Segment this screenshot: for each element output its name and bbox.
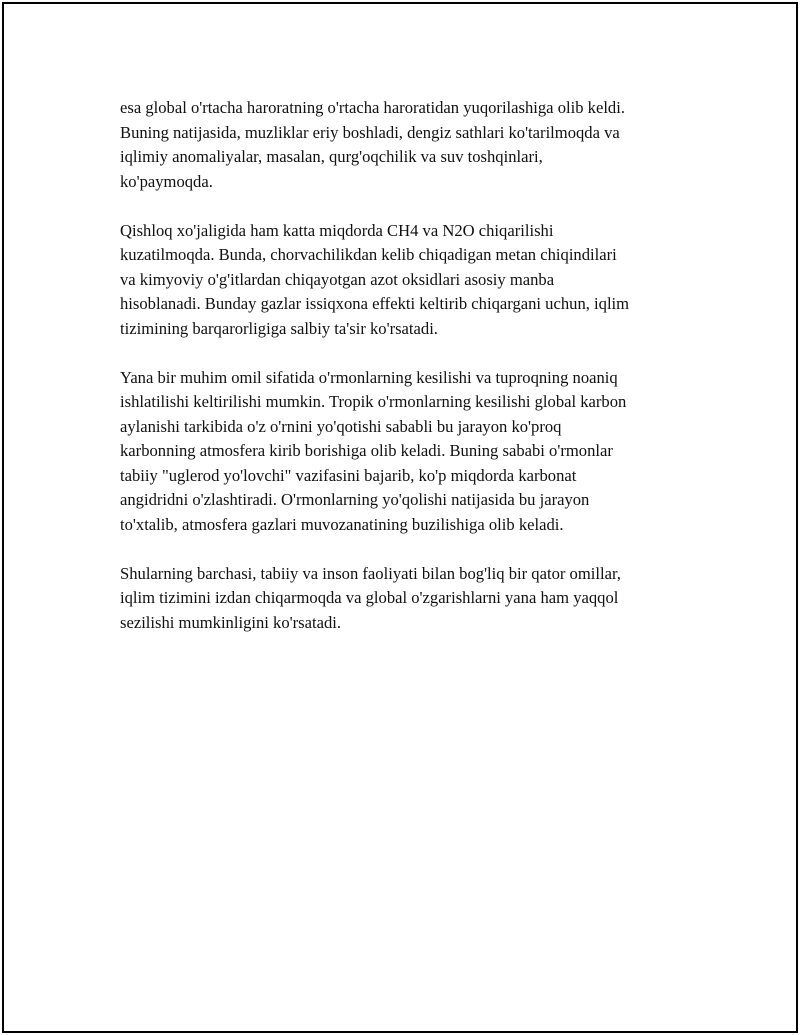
text-line: tabiiy "uglerod yo'lovchi" vazifasini bajarib, ko'p miqdorda karbonat [120, 465, 577, 485]
text-line: iqlim tizimini izdan chiqarmoqda va global o'zgarishlarni yana ham yaqqol [120, 588, 619, 607]
paragraph-2 [120, 219, 700, 342]
text-line: karbonning atmosfera kirib borishiga olib keladi. Buning sababi o'rmonlar [120, 441, 613, 460]
text-line: Buning natijasida, muzliklar eriy boshladi, dengiz sathlari ko'tarilmoqda va [120, 122, 620, 142]
text-line: tizimining barqarorligiga salbiy ta'sir ko'rsatadi. [120, 318, 438, 338]
text-line: va kimyoviy o'g'itlardan chiqayotgan azot oksidlari asosiy manba [120, 269, 555, 289]
text-line: sezilishi mumkinligini ko'rsatadi. [120, 612, 341, 632]
text-line: to'xtalib, atmosfera gazlari muvozanatining buzilishiga olib keladi. [120, 514, 564, 534]
text-line: esa global o'rtacha haroratning o'rtacha haroratidan yuqorilashiga olib keldi. [120, 98, 625, 117]
paragraph-1 [120, 96, 700, 194]
text-line: Yana bir muhim omil sifatida o'rmonlarning kesilishi va tuproqning noaniq [120, 367, 618, 387]
text-line: aylanishi tarkibida o'z o'rnini yo'qotishi sababli bu jarayon ko'proq [120, 416, 562, 436]
paragraph-4 [120, 562, 700, 636]
text-line: Shularning barchasi, tabiiy va inson faoliyati bilan bog'liq bir qator omillar, [120, 563, 621, 583]
document-page [2, 2, 798, 1033]
text-line: angidridni o'zlashtiradi. O'rmonlarning yo'qolishi natijasida bu jarayon [120, 490, 590, 509]
text-line: ko'paymoqda. [120, 171, 213, 191]
text-line: Qishloq xo'jaligida ham katta miqdorda CH4 va N2O chiqarilishi [120, 220, 554, 240]
text-line: ishlatilishi keltirilishi mumkin. Tropik o'rmonlarning kesilishi global karbon [120, 392, 627, 411]
text-line: iqlimiy anomaliyalar, masalan, qurg'oqchilik va suv toshqinlari, [120, 147, 543, 166]
document-body [120, 96, 700, 660]
text-line: hisoblanadi. Bunday gazlar issiqxona effekti keltirib chiqargani uchun, iqlim [120, 294, 630, 313]
text-line: kuzatilmoqda. Bunda, chorvachilikdan kelib chiqadigan metan chiqindilari [120, 245, 617, 264]
paragraph-3 [120, 366, 700, 538]
